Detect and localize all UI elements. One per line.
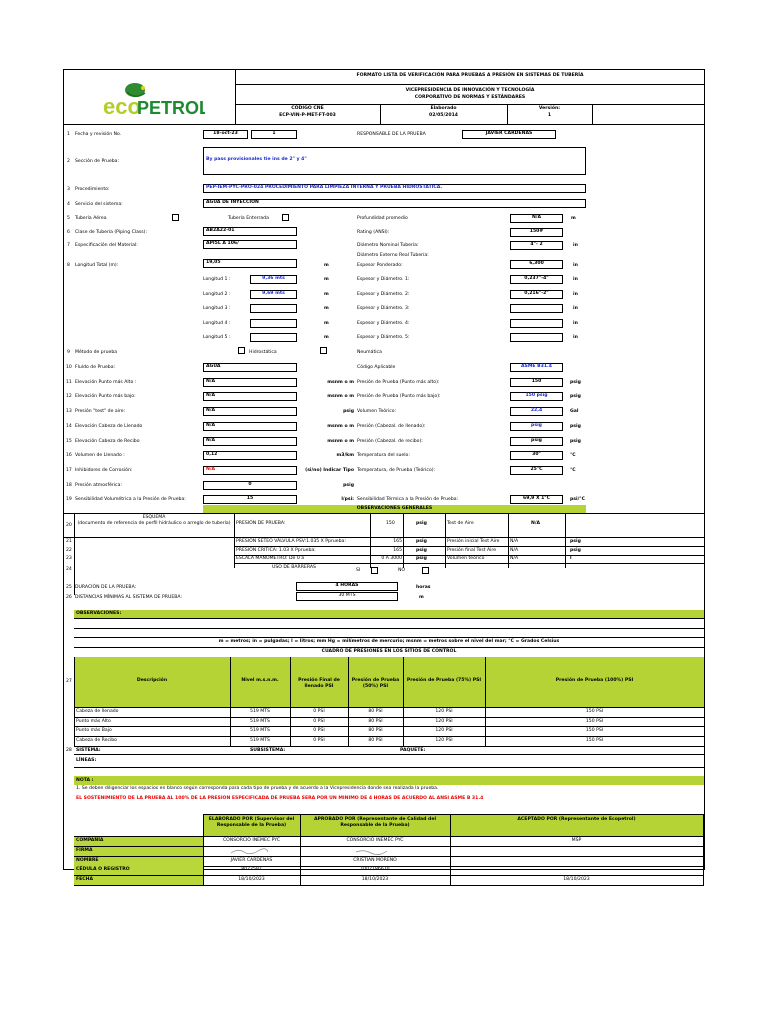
unit-label: msnm o m: [327, 423, 354, 429]
barreras-si-checkbox[interactable]: [371, 567, 378, 574]
field-label: ESCALA MANÓMETRO: De 0 a: [236, 556, 305, 561]
field-value: N/A: [510, 556, 519, 561]
elaborado-por: ELABORADO POR (Supervisor del Responsable de la Prueba): [208, 817, 295, 828]
field-label: Elevación Punto más Alto :: [75, 379, 137, 385]
unit-label: m: [324, 320, 329, 326]
field-input[interactable]: 22,4: [510, 407, 563, 416]
cuadro-header-cell: Descripción: [136, 678, 168, 683]
longitud-label: Longitud 4 :: [203, 320, 231, 326]
cuadro-cell: 150 PSI: [585, 709, 604, 714]
row-number: 17: [66, 467, 72, 473]
row-number: 13: [66, 409, 72, 415]
field-label: PRESIÓN CRITICA: 1.03 X Pprueba:: [236, 547, 316, 553]
observaciones-title: OBSERVACIONES:: [76, 611, 122, 616]
unit-label: in: [573, 291, 578, 297]
firma-cell: 8072592: [241, 867, 262, 873]
row-number: 2: [67, 159, 70, 164]
firma-cell: 18/10/2023: [361, 877, 389, 883]
firma-row-label: NOMBRE: [76, 857, 99, 863]
field-label: Sensibilidad Volumétrica a la Presión de Prueba:: [75, 497, 186, 503]
version-value: 1: [547, 113, 552, 118]
unit-label: Gal: [570, 409, 579, 415]
unit-label: (si/no) Indicar Tipo: [305, 467, 354, 473]
cuadro-cell: Cabeza de llenado: [76, 709, 119, 714]
unit-label: horas: [416, 585, 431, 590]
row-number: 7: [67, 243, 70, 248]
vp-line-2: CORPORATIVO DE NORMAS Y ESTÁNDARES: [414, 95, 526, 100]
longitud-field[interactable]: 9,69 mts: [250, 290, 297, 299]
field-label: Presión inicial Test Aire: [447, 539, 500, 544]
row-number: 22: [66, 547, 72, 553]
row-number: 11: [66, 379, 72, 385]
row-number: 4: [67, 202, 70, 207]
unit-label: psig: [416, 556, 427, 561]
duracion-field[interactable]: 4 HORAS: [296, 582, 398, 591]
field-value: 165: [393, 547, 402, 553]
cuadro-cell: 150 PSI: [585, 738, 604, 744]
field-input[interactable]: N/A: [203, 378, 297, 387]
cuadro-header-cell: Presión de Prueba (50%) PSI: [351, 678, 400, 689]
cuadro-cell: Punto más Alto: [76, 718, 111, 724]
field-label: Tubería Aérea: [75, 216, 107, 221]
rating-field[interactable]: 150#: [510, 228, 563, 237]
field-value: N/A: [510, 539, 519, 544]
aceptado-por: ACEPTADO POR (Representante de Ecopetrol): [517, 817, 636, 822]
field-label: Elevación Punto más bajo:: [75, 394, 136, 400]
field-label: Volumen teórico: [447, 556, 485, 561]
firma-cell: CONSORCIO INEMEC PYC: [222, 838, 281, 843]
neumatica-checkbox[interactable]: [320, 347, 327, 354]
firma-row-label-bg: [74, 876, 203, 885]
espesor-field[interactable]: 0,216"-2": [510, 290, 563, 299]
espesor-field[interactable]: [510, 319, 563, 328]
longitud-label: Longitud 3 :: [203, 306, 231, 311]
firma-row-label: CÉDULA O REGISTRO: [76, 867, 130, 873]
field-label: Servicio del sistema:: [75, 202, 123, 207]
field-label: Espesor y Diámetro. 1:: [357, 277, 410, 282]
field-label: Especificación del Material:: [75, 243, 138, 248]
field-label: Test de Aire: [447, 521, 474, 526]
nota-1: 1. Se deben diligenciar los espacios en blanco según corresponda para cada tipo de prueba y de acuerdo a la Vicepresidencia donde sea realizada la prueba.: [76, 786, 439, 791]
field-input[interactable]: 150: [510, 378, 563, 387]
row-number: 19: [66, 497, 72, 503]
longitud-field[interactable]: [250, 333, 297, 342]
nota-bar: [74, 776, 704, 785]
field-label: Fecha y revisión No.: [75, 132, 122, 137]
field-label: Fluído de Prueba:: [75, 365, 116, 370]
fecha-field[interactable]: 18-oct-23: [203, 130, 248, 139]
field-label: Sensibilidad Térmica a la Presión de Prueba:: [357, 497, 459, 503]
unit-label: psig: [570, 394, 581, 400]
firma-row-label-bg: [74, 847, 203, 856]
unit-label: psig: [570, 423, 581, 429]
cuadro-cell: 519 MTS: [250, 728, 270, 734]
field-label: Presión final Test Aire: [447, 547, 497, 553]
nota-2: EL SOSTENIMIENTO DE LA PRUEBA AL 100% DE LA PRESION ESPECIFICADA DE PRUEBA SERA POR UN MINIMO DE 4 HORAS DE ACUERDO AL ANSI ASME B 31.4: [76, 796, 484, 801]
hidrostatica-checkbox[interactable]: [238, 347, 245, 354]
espesor-field[interactable]: 0,237"-4": [510, 275, 563, 284]
unit-label: psig: [416, 521, 427, 526]
elaborado-value: 02/05/2014: [429, 113, 458, 118]
observaciones-bar: [74, 610, 704, 618]
cuadro-cell: 80 PSI: [368, 709, 383, 714]
cuadro-cell: 0 PSI: [313, 738, 325, 744]
signature-2: [355, 848, 395, 855]
cuadro-cell: 0 PSI: [313, 728, 325, 734]
field-input[interactable]: 69,9 X 1°C: [510, 495, 563, 504]
code-value: ECP-VIN-P-MET-FT-003: [279, 113, 336, 118]
unit-label: psig: [570, 539, 581, 544]
field-label: Longitud Total (m):: [75, 263, 119, 268]
firma-cell: CRISTIAN MORENO: [353, 857, 397, 863]
field-label: Presión (Cabezal. de recibo):: [357, 438, 423, 444]
unit-label: m3/km: [336, 453, 354, 459]
cuadro-cell: 519 MTS: [250, 718, 270, 724]
field-input[interactable]: N/A: [203, 437, 297, 446]
field-label: Clase de Tubería (Piping Class):: [75, 230, 148, 235]
field-label: Método de prueba: [75, 350, 118, 355]
no-label: NO: [398, 568, 406, 573]
field-input[interactable]: N/A: [203, 422, 297, 431]
unit-label: msnm o m: [327, 394, 354, 400]
field-input[interactable]: psig: [510, 422, 563, 431]
field-label: Espesor y Diámetro. 2:: [357, 291, 410, 297]
cuadro-cell: 519 MTS: [250, 738, 270, 744]
firma-row-label: FIRMA: [76, 847, 93, 853]
unit-label: msnm o m: [327, 379, 354, 385]
field-label: Presión de Prueba (Punto más bajo):: [357, 394, 441, 400]
cuadro-header-cell: Presión de Prueba (75%) PSI: [406, 678, 482, 683]
unit-label: m: [571, 216, 576, 221]
unit-label: in: [573, 263, 578, 268]
svg-text:eco: eco: [103, 94, 141, 119]
tuberia-aerea-checkbox[interactable]: [172, 214, 179, 221]
procedimiento-field[interactable]: PEP-IEM-PYC-PRO-024 PROCEDIMIENTO PARA LIMPIEZA INTERNA Y PRUEBA HIDROSTATICA.: [203, 184, 586, 193]
unit-label: m: [324, 277, 329, 282]
longitud-total-field[interactable]: 19,05: [203, 259, 297, 268]
cuadro-cell: 519 MTS: [250, 709, 270, 714]
field-value: 165: [393, 539, 402, 544]
field-label: Presión (Cabezal. de llenado):: [357, 423, 426, 429]
cuadro-cell: 120 PSI: [435, 728, 453, 734]
field-input[interactable]: 30°: [510, 451, 563, 460]
firma-cell: JAVIER CARDENAS: [230, 857, 273, 863]
espesor-field[interactable]: [510, 333, 563, 342]
subsistema-label: SUBSISTEMA:: [250, 748, 286, 753]
barreras-no-checkbox[interactable]: [422, 567, 429, 574]
unit-label: in: [573, 277, 578, 282]
sistema-label: SISTEMA:: [76, 748, 101, 753]
unit-label: psig: [343, 482, 354, 488]
unit-label: psig: [570, 547, 581, 553]
field-input[interactable]: psig: [510, 437, 563, 446]
row-number: 5: [67, 216, 70, 221]
elaborado-label: Elaborado: [430, 106, 457, 111]
field-label: Inhibidores de Corrosión:: [75, 467, 133, 473]
row-number: 12: [66, 394, 72, 400]
firma-row-label: COMPAÑÍA: [76, 838, 104, 843]
servicio-field[interactable]: AGUA DE INYECCION: [203, 199, 586, 208]
row-number: 21: [66, 539, 72, 544]
unit-label: °C: [570, 467, 576, 473]
signature-1: [230, 848, 270, 855]
obs-title: OBSERVACIONES GENERALES: [356, 506, 433, 511]
row-number: 10: [66, 365, 72, 370]
cuadro-header-cell: Presión Final de llenado PSI: [298, 678, 340, 689]
barreras-label: USO DE BARRERAS: [272, 565, 316, 570]
row-number: 14: [66, 423, 72, 429]
unit-label: in: [573, 306, 578, 311]
field-value: N/A: [510, 547, 519, 553]
field-label: Espesor y Diámetro. 4:: [357, 320, 410, 326]
row-number: 8: [67, 263, 70, 268]
cuadro-cell: 150 PSI: [585, 728, 604, 734]
distancias-field[interactable]: 30 MTS: [296, 592, 398, 601]
firma-cell: 18/10/2023: [563, 877, 590, 883]
row-number: 24: [66, 567, 72, 572]
field-input[interactable]: ASME B31.4: [510, 363, 563, 372]
row-number: 1: [67, 132, 70, 137]
field-label: DISTANCIAS MÍNIMAS AL SISTEMA DE PRUEBA:: [75, 595, 183, 600]
field-label: Espesor y Diámetro. 5:: [357, 335, 410, 340]
cuadro-header-cell: Presión de Prueba (100%) PSI: [555, 678, 634, 683]
field-label: Profundidad promedio: [357, 216, 408, 221]
cuadro-cell: Cabeza de Recibo: [76, 738, 117, 744]
cuadro-header-cell: Nivel m.s.n.m.: [241, 678, 279, 683]
legend-text: m = metros; in = pulgadas; l = litros; mm Hg = milímetros de mercurio; msnm = metros sobre el nivel del mar; °C = Grados Celsius: [218, 639, 560, 644]
unit-label: psig: [570, 379, 581, 385]
unit-label: m: [324, 335, 329, 340]
test-aire-value: N/A: [531, 521, 541, 526]
longitud-field[interactable]: [250, 304, 297, 313]
paquete-label: PAQUETE:: [400, 748, 426, 753]
field-label: Espesor Ponderado:: [357, 263, 403, 268]
tuberia-enterrada-checkbox[interactable]: [282, 214, 289, 221]
longitud-label: Longitud 1 :: [203, 277, 231, 282]
unit-label: psig: [343, 409, 354, 415]
field-input[interactable]: 25°C: [510, 466, 563, 475]
cuadro-cell: 120 PSI: [435, 709, 453, 714]
row-number: 9: [67, 350, 70, 355]
espesor-ponderado-field[interactable]: 6,300: [510, 260, 563, 269]
longitud-label: Longitud 2 :: [203, 291, 231, 297]
field-input[interactable]: 15: [203, 495, 297, 504]
field-input[interactable]: N/A: [203, 392, 297, 401]
unit-label: psig: [416, 539, 427, 544]
field-input[interactable]: AGUA: [203, 363, 297, 372]
cuadro-cell: 0 PSI: [313, 718, 325, 724]
row-number: 26: [66, 595, 72, 600]
field-label: Presión de Prueba (Punto más alto):: [357, 379, 440, 385]
field-label: Hidrostática: [249, 350, 277, 355]
cuadro-cell: 0 PSI: [313, 709, 325, 714]
revision-field[interactable]: 1: [251, 130, 297, 139]
cuadro-cell: 120 PSI: [435, 738, 453, 744]
unit-label: psig: [416, 547, 427, 553]
vp-line-1: VICEPRESIDENCIA DE INNOVACIÓN Y TECNOLOGÍA: [405, 88, 535, 93]
field-label: Diámetro Nominal Tubería:: [357, 243, 419, 248]
seccion-prueba-field[interactable]: By pass provisionales tie ins de 2" y 4": [203, 147, 586, 175]
diametro-nominal-field[interactable]: 4"- 2: [510, 241, 563, 250]
longitud-field[interactable]: [250, 319, 297, 328]
cuadro-cell: 80 PSI: [368, 728, 383, 734]
field-label: Diámetro Externo Real Tubería:: [357, 253, 429, 258]
longitud-field[interactable]: 9,36 mts: [250, 275, 297, 284]
field-label: Sección de Prueba:: [75, 159, 120, 164]
field-input[interactable]: 0,12: [203, 451, 297, 460]
field-label: Volumen de Llenado :: [75, 453, 125, 459]
unit-label: m: [324, 263, 329, 268]
field-label: Rating (ANSI):: [357, 230, 390, 235]
field-input[interactable]: N/A: [203, 466, 297, 475]
longitud-label: Longitud 5 :: [203, 335, 231, 340]
field-label: DURACIÓN DE LA PRUEBA:: [75, 585, 137, 590]
field-label: PRESIÓN SETEO VÁLVULA PSV:1.035 X Pprueba:: [236, 539, 346, 544]
esquema-note: (documento de referencia de perfil hidráulico o arreglo de tubería): [77, 521, 231, 526]
field-label: Volumen Teórico:: [357, 409, 397, 415]
field-label: Presión "test" de aire:: [75, 409, 126, 415]
espesor-field[interactable]: [510, 304, 563, 313]
aprobado-por: APROBADO POR (Representante de Calidad del Responsable de la Prueba): [313, 817, 437, 828]
cuadro-cell: 150 PSI: [585, 718, 604, 724]
firma-cell: CONSORCIO INEMEC PYC: [346, 838, 404, 843]
unit-label: in: [573, 320, 578, 326]
esquema-label: ESQUEMA: [142, 515, 166, 520]
row-number: 25: [66, 585, 72, 590]
row-number: 20: [66, 523, 72, 528]
unit-label: psi/°C: [570, 497, 585, 503]
form-title: FORMATO LISTA DE VERIFICACIÓN PARA PRUEBAS A PRESIÓN EN SISTEMAS DE TUBERÍA: [356, 73, 584, 78]
unit-label: m: [324, 291, 329, 297]
field-label: Espesor y Diámetro. 3:: [357, 306, 410, 311]
presion-prueba-value: 150: [386, 521, 395, 526]
svg-text:PETROL: PETROL: [137, 98, 205, 118]
cuadro-cell: 120 PSI: [435, 718, 453, 724]
field-label: Presión atmosférica:: [75, 482, 122, 488]
responsable-field[interactable]: JAVIER CARDENAS: [462, 130, 556, 139]
firma-cell: MSP: [571, 838, 582, 843]
version-label: Versión:: [538, 106, 561, 111]
row-number: 23: [66, 556, 72, 561]
field-value: 0 A 3000: [381, 556, 402, 561]
field-input[interactable]: 150 psig: [510, 392, 563, 401]
cuadro-title: CUADRO DE PRESIONES EN LOS SITIOS DE CONTROL: [321, 649, 457, 654]
row-number: 18: [66, 482, 72, 488]
field-label: Tubería Enterrada: [228, 216, 269, 221]
cuadro-cell: 80 PSI: [368, 738, 383, 744]
field-label: PRESIÓN DE PRUEBA:: [236, 521, 286, 526]
firma-cell: 18/10/2023: [238, 877, 265, 883]
firma-cell: 1007186670: [360, 867, 390, 873]
cuadro-cell: 80 PSI: [368, 718, 383, 724]
field-label: Código Aplicable: [357, 365, 396, 370]
nota-title: NOTA :: [76, 778, 94, 783]
field-input[interactable]: N/A: [203, 407, 297, 416]
field-input[interactable]: 0: [203, 481, 297, 490]
cuadro-cell: Punto más Bajo: [76, 728, 112, 734]
unit-label: m: [324, 306, 329, 311]
row-number: 27: [66, 679, 72, 684]
piping-class-field[interactable]: AB2A22-01: [203, 227, 297, 236]
row-number: 3: [67, 187, 70, 192]
unit-label: l: [570, 556, 572, 561]
row-number: 6: [67, 230, 70, 235]
field-label: Temperatura, de Prueba (Teórico):: [357, 467, 436, 473]
unit-label: l/psi:: [341, 497, 354, 503]
field-label: Elevación Cabeza de Recibo: [75, 438, 140, 444]
field-label: RESPONSABLE DE LA PRUEBA: [357, 132, 426, 137]
unit-label: in: [573, 243, 578, 248]
field-label: Elevación Cabeza de Llenado: [75, 423, 143, 429]
field-label: Neumática: [357, 350, 382, 355]
row-number: 15: [66, 438, 72, 444]
field-label: Procedimiento:: [75, 187, 110, 192]
profundidad-field[interactable]: N/A: [510, 214, 563, 223]
unit-label: m: [419, 595, 424, 600]
ecopetrol-logo: [95, 80, 205, 120]
unit-label: msnm o m: [327, 438, 354, 444]
unit-label: in: [573, 335, 578, 340]
lineas-label: LÍNEAS:: [76, 758, 97, 763]
row-number: 28: [66, 748, 72, 753]
unit-label: °C: [570, 453, 576, 459]
row-number: 16: [66, 453, 72, 459]
code-label: CÓDIGO CNE: [291, 106, 324, 111]
material-field[interactable]: API5L A 106/: [203, 240, 297, 249]
field-label: Temperatura del suelo:: [357, 453, 410, 459]
si-label: SI: [356, 568, 361, 573]
firma-row-label: FECHA: [76, 877, 94, 883]
unit-label: psig: [570, 438, 581, 444]
